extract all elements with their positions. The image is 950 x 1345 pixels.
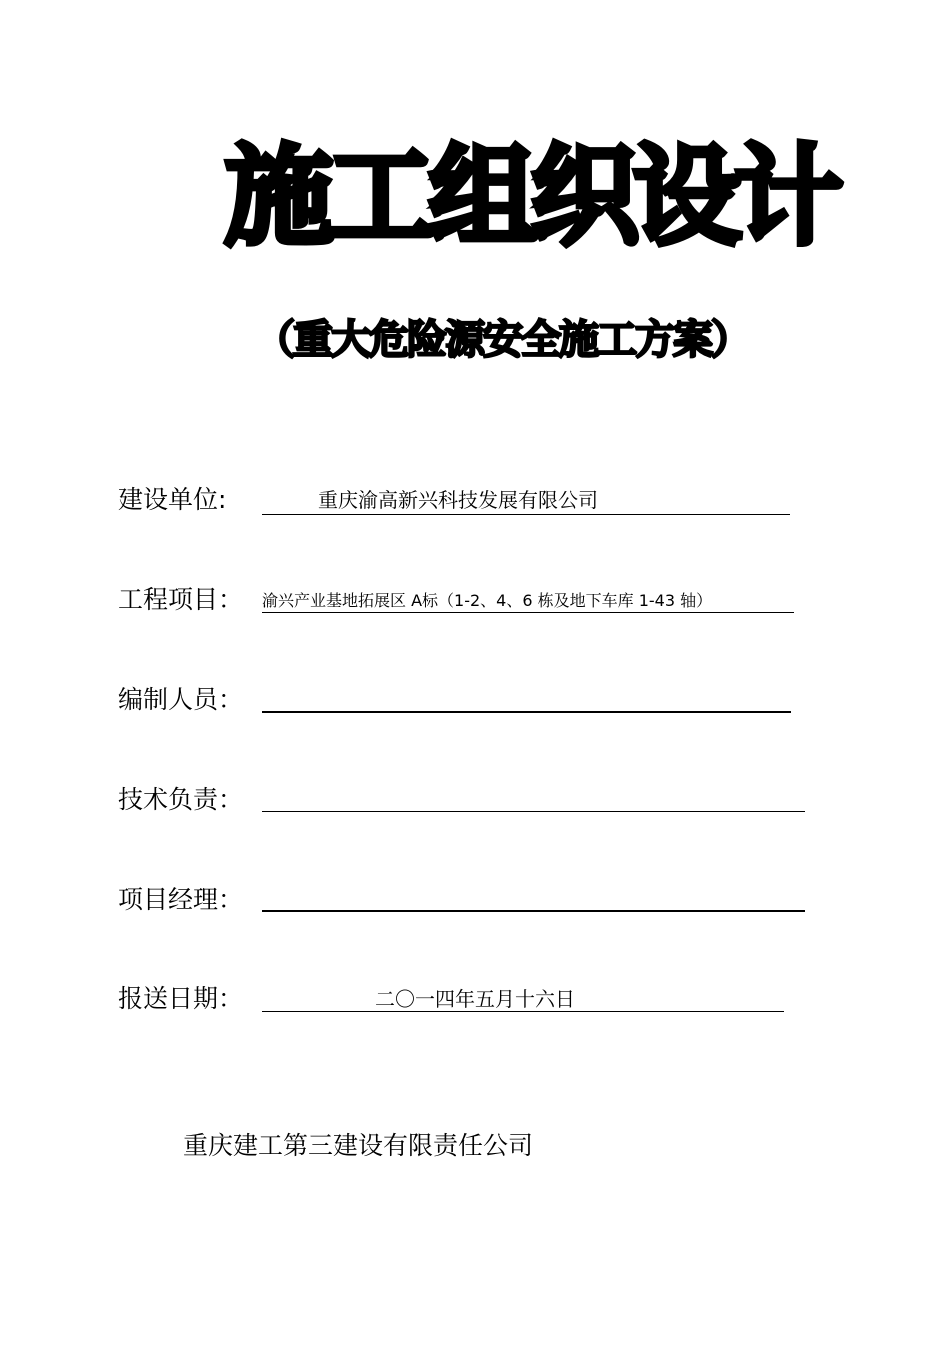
document-title: 施工组织设计 [225, 135, 838, 260]
field-line-compiler [262, 681, 791, 713]
field-line-project-manager [262, 880, 805, 912]
field-value-project: 渝兴产业基地拓展区 A标（1-2、4、6 栋及地下车库 1-43 轴） [262, 591, 713, 610]
field-label-construction-unit: 建设单位: [118, 485, 227, 514]
field-value-submission-date: 二〇一四年五月十六日 [375, 987, 575, 1011]
field-label-project: 工程项目： [118, 585, 244, 614]
field-label-project-manager: 项目经理： [118, 885, 244, 914]
field-line-technical-lead [262, 781, 805, 812]
field-value-construction-unit: 重庆渝高新兴科技发展有限公司 [318, 488, 598, 512]
company-name: 重庆建工第三建设有限责任公司 [183, 1131, 534, 1160]
field-label-submission-date: 报送日期： [118, 984, 244, 1013]
document-subtitle: （重大危险源安全施工方案） [255, 317, 749, 363]
field-label-compiler: 编制人员： [118, 685, 244, 714]
field-label-technical-lead: 技术负责： [118, 785, 244, 814]
